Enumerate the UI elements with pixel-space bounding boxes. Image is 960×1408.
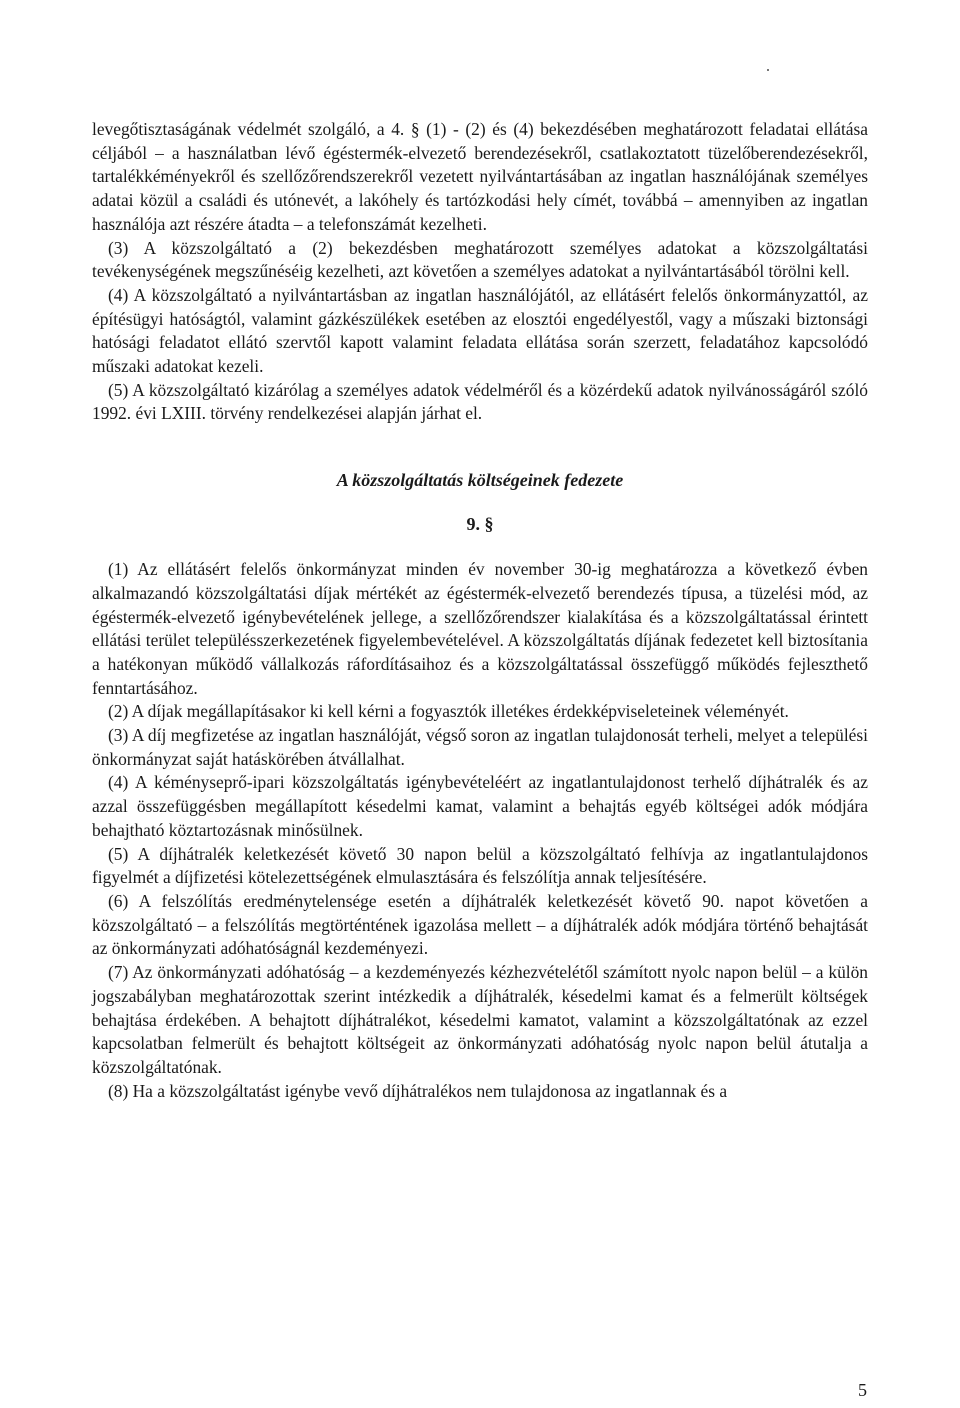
paragraph-5: (5) A közszolgáltató kizárólag a személyes adatok védelméről és a közérdekű adatok nyilvánosságáról szóló 1992. évi LXIII. törvény rendelkezései alapján járhat el.: [92, 379, 868, 424]
paragraph-9-4: (4) A kéményseprő-ipari közszolgáltatás igénybevételéért az ingatlantulajdonost terhelő díjhátralék és az azzal összefüggésben megállapított késedelmi kamat, valamint a behajtás egyéb költségei adók módjára behajtható köztartozásnak minősülnek.: [92, 772, 868, 840]
paragraph-9-6: (6) A felszólítás eredménytelensége esetén a díjhátralék keletkezését követő 90. napot követően a közszolgáltató – a felszólítás megtörténtének igazolása mellett – a díjhátralék adók módjára történő behajtását az önkormányzati adóhatóságnál kezdeményezi.: [92, 890, 868, 959]
paragraph-9-1: (1) Az ellátásért felelős önkormányzat minden év november 30-ig meghatározza a következő évben alkalmazandó közszolgáltatási díjak mértékét az égéstermék-elvezető berendezés típusa, a tüzelési mód, az égéstermék-elvezető igénybevételének jellege, a szellőzőrendszer kialakítása és a közszolgáltatással érintett ellátási terület településszerkezetének figyelembevételével. A közszolgáltatás díjának fedezetet kell biztosítania a hatékonyan működő vállalkozás ráfordításaihoz és a közszolgáltatással összefüggő működés fejleszthető fenntartásához.: [92, 559, 868, 698]
paragraph-continuation: levegőtisztaságának védelmét szolgáló, a 4. § (1) - (2) és (4) bekezdésében meghatározott feladatai ellátása céljából – a használatban lévő égéstermék-elvezető berendezésekről, csatlakoztatott tüzelőberendezésekről, tartalékkéményekről és szellőzőrendszerekről vezetett nyilvántartásában az ingatlan használójának személyes adatai közül a családi és utónevét, a lakóhely és tartózkodási hely címét, továbbá – amennyiben az ingatlan használója azt részére átadta – a telefonszámát kezelheti.: [92, 119, 868, 234]
section-number: 9. §: [466, 514, 494, 535]
paragraph-9-8: (8) Ha a közszolgáltatást igénybe vevő díjhátralékos nem tulajdonosa az ingatlannak és a: [108, 1080, 728, 1101]
paragraph-9-7: (7) Az önkormányzati adóhatóság – a kezdeményezés kézhezvételétől számított nyolc napon belül – a külön jogszabályban meghatározottak szerint intézkedik a díjhátralék, késedelmi kamat és a felmerült költségek behajtása érdekében. A behajtott díjhátralékot, késedelmi kamatot, valamint a közszolgáltatónak az ezzel kapcsolatban felmerült és behajtott költségeit az önkormányzati adóhatóság nyolc napon belül átutalja a közszolgáltatónak.: [92, 962, 868, 1077]
document-page: [92, 118, 868, 1103]
paragraph-9-2: (2) A díjak megállapításakor ki kell kérni a fogyasztók illetékes érdekképviseleteinek véleményét.: [108, 701, 789, 722]
paragraph-9-3: (3) A díj megfizetése az ingatlan használóját, végső soron az ingatlan tulajdonosát terheli, melyet a települési önkormányzat saját hatáskörében átvállalhat.: [92, 725, 868, 769]
scan-speck: [767, 69, 769, 71]
section-heading: A közszolgáltatás költségeinek fedezete: [336, 470, 624, 491]
page-number: 5: [858, 1380, 867, 1400]
paragraph-4: (4) A közszolgáltató a nyilvántartásban az ingatlan használójától, az ellátásért felelős önkormányzattól, az építésügyi hatóságtól, valamint gázkészülékek esetében az elosztói engedélyestől, vagy a műszaki biztonsági hatósági feladatot ellátó szervtől kapott valamint feladata ellátása során szerzett, feladatához kapcsolódó műszaki adatokat kezeli.: [92, 284, 868, 377]
paragraph-3: (3) A közszolgáltató a (2) bekezdésben meghatározott személyes adatokat a közszolgáltatási tevékenységének megszűnéséig kezelheti, azt követően a személyes adatokat a nyilvántartásából törölni kell.: [92, 237, 868, 282]
paragraph-9-5: (5) A díjhátralék keletkezését követő 30 napon belül a közszolgáltató felhívja az ingatlantulajdonos figyelmét a díjfizetési kötelezettségének elmulasztására és felszólítja annak teljesítésére.: [92, 843, 868, 888]
